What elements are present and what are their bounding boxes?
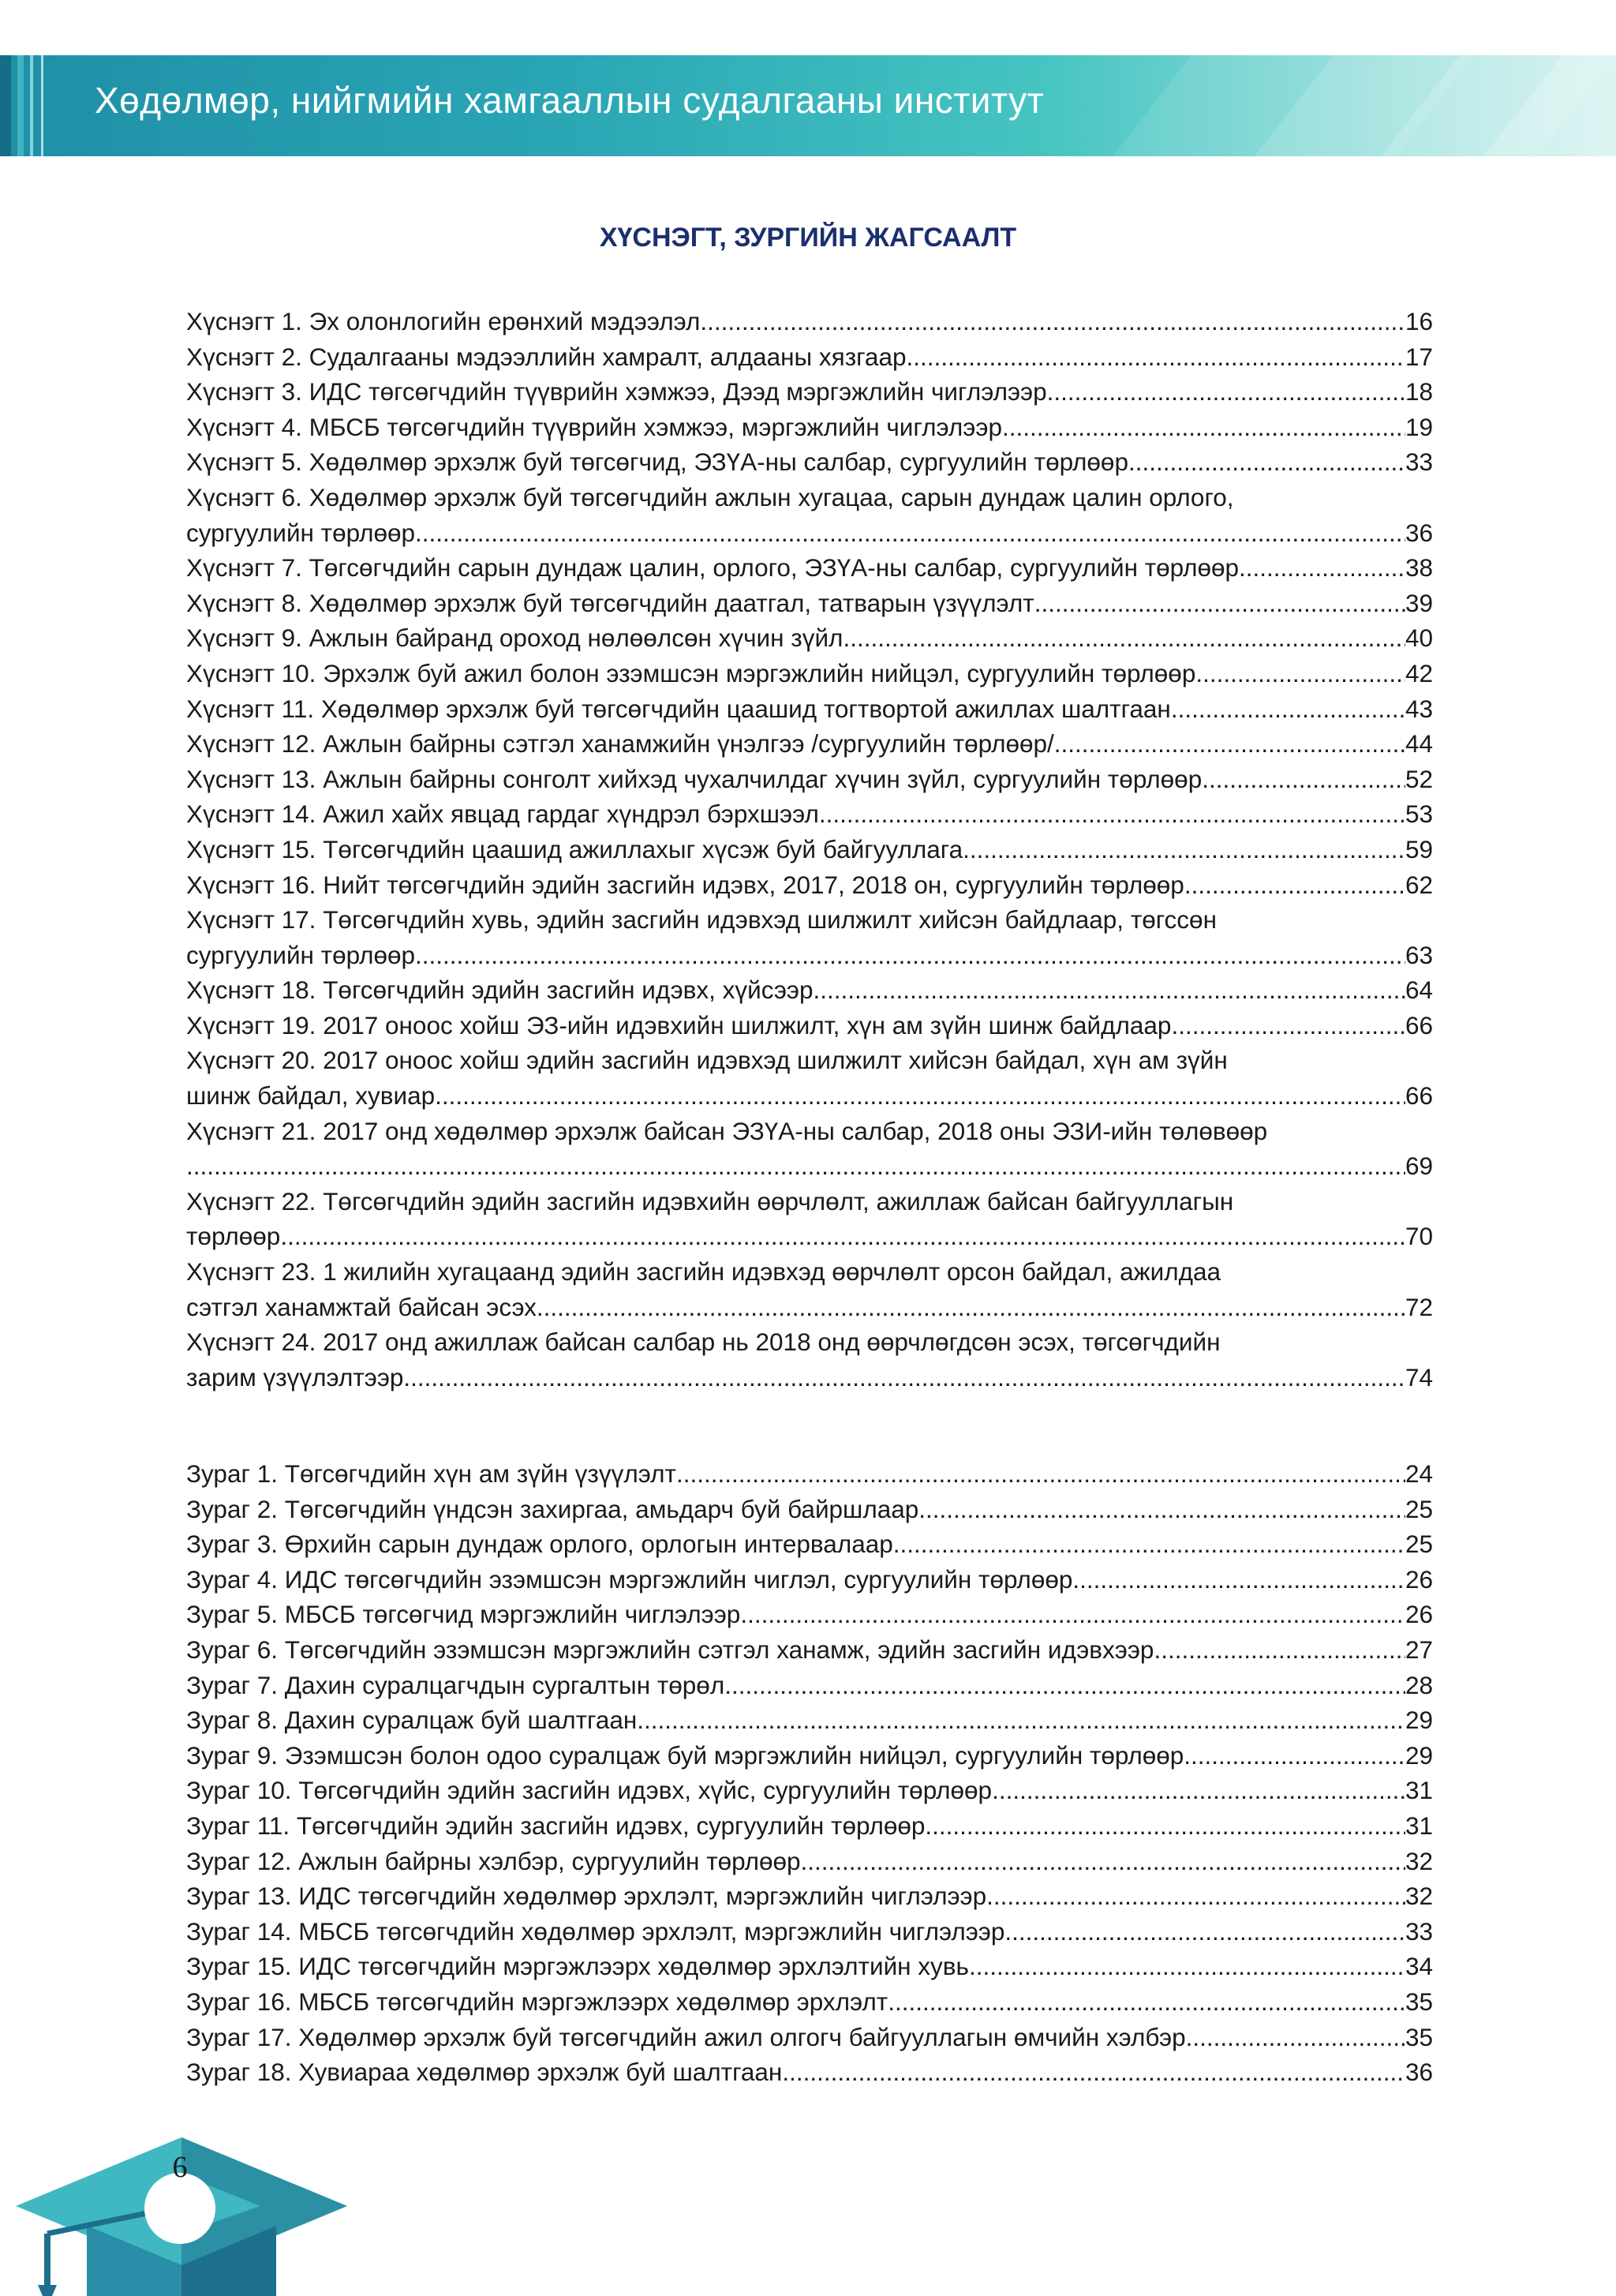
figure-page: 24 — [1405, 1459, 1433, 1488]
table-title: Хүснэгт 8. Хөдөлмөр эрхэлж буй төгсөгчдийн даатгал, татварын үзүүлэлт — [186, 588, 1034, 617]
table-page: 53 — [1405, 800, 1433, 829]
table-page: 17 — [1405, 342, 1433, 371]
dot-leader — [1195, 656, 1405, 691]
table-title: Хүснэгт 19. 2017 оноос хойш ЭЗ-ийн идэвхийн шилжилт, хүн ам зүйн шинж байдлаар — [186, 1010, 1172, 1039]
dot-leader — [403, 1360, 1405, 1395]
dot-leader — [186, 1148, 1405, 1184]
figure-title: Зураг 8. Дахин суралцаж буй шалтгаан — [186, 1706, 638, 1735]
figure-entry[interactable] — [186, 1844, 1433, 1879]
dot-leader — [963, 832, 1405, 867]
table-page: 44 — [1405, 729, 1433, 758]
dot-leader — [280, 1219, 1405, 1254]
dot-leader — [1004, 1914, 1405, 1950]
figure-page: 31 — [1405, 1776, 1433, 1805]
figure-title: Зураг 18. Хувиараа хөдөлмөр эрхэлж буй шалтгаан — [186, 2058, 783, 2087]
figure-page: 26 — [1405, 1600, 1433, 1629]
figure-page: 29 — [1405, 1740, 1433, 1770]
dot-leader — [843, 620, 1405, 656]
dot-leader — [907, 339, 1405, 375]
banner-stripe — [30, 55, 33, 156]
table-page: 38 — [1405, 553, 1433, 582]
table-page: 52 — [1405, 764, 1433, 793]
table-entry[interactable] — [186, 832, 1433, 867]
figure-entry[interactable] — [186, 1456, 1433, 1492]
table-entry[interactable] — [186, 304, 1433, 339]
figure-title: Зураг 6. Төгсөгчдийн эзэмшсэн мэргэжлийн сэтгэл ханамж, эдийн засгийн идэвхээр — [186, 1635, 1154, 1664]
table-page: 69 — [1405, 1152, 1433, 1181]
table-page: 63 — [1405, 940, 1433, 969]
table-page: 64 — [1405, 976, 1433, 1005]
figure-page: 35 — [1405, 2022, 1433, 2051]
figure-title: Зураг 17. Хөдөлмөр эрхэлж буй төгсөгчдийн ажил олгогч байгууллагын өмчийн хэлбэр — [186, 2022, 1186, 2051]
dot-leader — [814, 972, 1405, 1008]
table-entry[interactable] — [186, 1324, 1433, 1395]
dot-leader — [1128, 444, 1405, 480]
table-entry[interactable] — [186, 1043, 1433, 1113]
table-title: Хүснэгт 11. Хөдөлмөр эрхэлж буй төгсөгчдийн цаашид тогтвортой ажиллах шалтгаан — [186, 694, 1171, 723]
table-title: Хүснэгт 4. МБСБ төгсөгчдийн түүврийн хэмжээ, мэргэжлийн чиглэлээр — [186, 412, 1002, 441]
table-title: Хүснэгт 9. Ажлын байранд ороход нөлөөлсөн хүчин зүйл — [186, 624, 844, 653]
figure-title: Зураг 4. ИДС төгсөгчдийн эзэмшсэн мэргэжлийн чиглэл, сургуулийн төрлөөр — [186, 1564, 1073, 1594]
figure-entry[interactable] — [186, 1702, 1433, 1738]
dot-leader — [918, 1492, 1405, 1527]
table-page: 62 — [1405, 870, 1433, 899]
figure-entry[interactable] — [186, 1773, 1433, 1808]
table-page: 72 — [1405, 1292, 1433, 1321]
table-page: 42 — [1405, 658, 1433, 687]
figure-page: 31 — [1405, 1811, 1433, 1840]
figure-page: 34 — [1405, 1952, 1433, 1981]
figure-entry[interactable] — [186, 2020, 1433, 2055]
table-page: 16 — [1405, 307, 1433, 335]
table-entry[interactable] — [186, 1008, 1433, 1043]
table-entry[interactable] — [186, 339, 1433, 375]
table-page: 39 — [1405, 588, 1433, 617]
header-banner — [0, 55, 1616, 156]
dot-leader — [435, 1078, 1405, 1114]
table-title: Хүснэгт 7. Төгсөгчдийн сарын дундаж цалин, орлого, ЭЗҮА-ны салбар, сургуулийн төрлөөр — [186, 553, 1240, 582]
banner-stripe — [17, 55, 24, 156]
figure-page: 35 — [1405, 1987, 1433, 2016]
figure-title: Зураг 7. Дахин суралцагчдын сургалтын төрөл — [186, 1670, 725, 1699]
dot-leader — [700, 304, 1405, 339]
table-title: Хүснэгт 3. ИДС төгсөгчдийн түүврийн хэмжээ, Дээд мэргэжлийн чиглэлээр — [186, 377, 1047, 406]
figure-entry[interactable] — [186, 1914, 1433, 1950]
table-list — [186, 304, 1433, 1395]
figure-entry[interactable] — [186, 1562, 1433, 1597]
table-title: Хүснэгт 22. Төгсөгчдийн эдийн засгийн идэвхийн өөрчлөлт, ажиллаж байсан байгууллагын — [186, 1186, 1234, 1215]
table-entry[interactable] — [186, 1254, 1433, 1324]
figure-entry[interactable] — [186, 1632, 1433, 1668]
figure-entry[interactable] — [186, 1492, 1433, 1527]
table-entry[interactable] — [186, 796, 1433, 832]
figure-page: 32 — [1405, 1882, 1433, 1911]
table-entry[interactable] — [186, 1114, 1433, 1184]
table-entry[interactable] — [186, 550, 1433, 586]
dot-leader — [1047, 374, 1405, 410]
table-title: Хүснэгт 14. Ажил хайх явцад гардаг хүндрэл бэрхшээл — [186, 800, 819, 829]
figure-page: 33 — [1405, 1916, 1433, 1946]
table-entry[interactable] — [186, 972, 1433, 1008]
dot-leader — [1054, 726, 1405, 762]
dot-leader — [888, 1984, 1405, 2020]
table-page: 19 — [1405, 412, 1433, 441]
dot-leader — [1171, 691, 1405, 727]
table-title: Хүснэгт 2. Судалгааны мэдээллийн хамралт, алдааны хязгаар — [186, 342, 907, 371]
table-entry[interactable] — [186, 374, 1433, 410]
figure-page: 36 — [1405, 2058, 1433, 2087]
dot-leader — [740, 1597, 1405, 1632]
figure-page: 27 — [1405, 1635, 1433, 1664]
table-title: Хүснэгт 21. 2017 онд хөдөлмөр эрхэлж байсан ЭЗҮА-ны салбар, 2018 оны ЭЗИ-ийн төлөвөөр — [186, 1116, 1268, 1145]
figure-page: 29 — [1405, 1706, 1433, 1735]
table-title-line — [186, 938, 1433, 973]
table-entry[interactable] — [186, 410, 1433, 445]
table-title: Хүснэгт 24. 2017 онд ажиллаж байсан салбар нь 2018 онд өөрчлөгдсөн эсэх, төгсөгчдийн — [186, 1328, 1221, 1357]
dot-leader — [1002, 410, 1405, 445]
figure-title: Зураг 3. Өрхийн сарын дундаж орлого, орлогын интервалаар — [186, 1530, 893, 1559]
table-title: Хүснэгт 13. Ажлын байрны сонголт хийхэд чухалчилдаг хүчин зүйл, сургуулийн төрлөөр — [186, 764, 1203, 793]
figure-title: Зураг 2. Төгсөгчдийн үндсэн захиргаа, амьдарч буй байршлаар — [186, 1494, 919, 1523]
dot-leader — [1186, 2020, 1405, 2055]
table-title: Хүснэгт 16. Нийт төгсөгчдийн эдийн засгийн идэвх, 2017, 2018 он, сургуулийн төрлөөр — [186, 870, 1184, 899]
figure-entry[interactable] — [186, 1668, 1433, 1703]
figure-title: Зураг 1. Төгсөгчдийн хүн ам зүйн үзүүлэлт — [186, 1459, 676, 1488]
table-entry[interactable] — [186, 656, 1433, 691]
table-title: Хүснэгт 1. Эх олонлогийн ерөнхий мэдээлэл — [186, 307, 701, 335]
table-entry[interactable] — [186, 480, 1433, 550]
dot-leader — [415, 515, 1405, 551]
table-title: Хүснэгт 15. Төгсөгчдийн цаашид ажиллахыг хүсэж буй байгууллага — [186, 834, 963, 863]
figure-page: 28 — [1405, 1670, 1433, 1699]
table-title-cont: зарим үзүүлэлтээр — [186, 1362, 404, 1391]
table-title-cont: шинж байдал, хувиар — [186, 1081, 436, 1111]
table-title: Хүснэгт 20. 2017 оноос хойш эдийн засгийн идэвхэд шилжилт хийсэн байдал, хүн ам зүйн — [186, 1046, 1228, 1075]
dot-leader — [724, 1668, 1405, 1703]
table-entry[interactable] — [186, 444, 1433, 480]
dot-leader — [1239, 550, 1405, 586]
figure-title: Зураг 14. МБСБ төгсөгчдийн хөдөлмөр эрхлэлт, мэргэжлийн чиглэлээр — [186, 1916, 1005, 1946]
table-title-line — [186, 1078, 1433, 1114]
table-entry[interactable] — [186, 691, 1433, 727]
figure-page: 26 — [1405, 1564, 1433, 1594]
figure-title: Зураг 5. МБСБ төгсөгчид мэргэжлийн чиглэлээр — [186, 1600, 741, 1629]
page-number: 6 — [172, 2151, 188, 2184]
table-page: 66 — [1405, 1010, 1433, 1039]
table-title-cont: сургуулийн төрлөөр — [186, 940, 416, 969]
figure-entry[interactable] — [186, 1984, 1433, 2020]
dot-leader — [986, 1878, 1405, 1914]
figure-title: Зураг 10. Төгсөгчдийн эдийн засгийн идэвх, хүйс, сургуулийн төрлөөр — [186, 1776, 993, 1805]
table-entry[interactable] — [186, 867, 1433, 903]
table-entry[interactable] — [186, 762, 1433, 797]
dot-leader — [819, 796, 1405, 832]
table-entry[interactable] — [186, 726, 1433, 762]
table-title-cont: төрлөөр — [186, 1222, 281, 1251]
table-title: Хүснэгт 12. Ажлын байрны сэтгэл ханамжийн үнэлгээ /сургуулийн төрлөөр/ — [186, 729, 1054, 758]
table-page: 66 — [1405, 1081, 1433, 1111]
dot-leader — [415, 938, 1405, 973]
dot-leader — [893, 1526, 1405, 1562]
banner-stripe — [0, 55, 11, 156]
table-title-cont: сэтгэл ханамжтай байсан эсэх — [186, 1292, 537, 1321]
dot-leader — [801, 1844, 1405, 1879]
figure-entry[interactable] — [186, 1738, 1433, 1774]
institute-title: Хөдөлмөр, нийгмийн хамгааллын судалгааны институт — [95, 80, 1045, 121]
dot-leader — [1072, 1562, 1405, 1597]
table-page: 43 — [1405, 694, 1433, 723]
figure-entry[interactable] — [186, 2054, 1433, 2090]
figure-entry[interactable] — [186, 1597, 1433, 1632]
dot-leader — [676, 1456, 1405, 1492]
table-title: Хүснэгт 17. Төгсөгчдийн хувь, эдийн засгийн идэвхэд шилжилт хийсэн байдлаар, төгссөн — [186, 905, 1217, 935]
table-title: Хүснэгт 6. Хөдөлмөр эрхэлж буй төгсөгчдийн ажлын хугацаа, сарын дундаж цалин орлого, — [186, 482, 1234, 511]
table-page: 40 — [1405, 624, 1433, 653]
table-page: 36 — [1405, 518, 1433, 547]
table-page: 59 — [1405, 834, 1433, 863]
dot-leader — [1171, 1008, 1405, 1043]
table-page: 33 — [1405, 448, 1433, 477]
dot-leader — [992, 1773, 1405, 1808]
dot-leader — [782, 2054, 1405, 2090]
figure-title: Зураг 15. ИДС төгсөгчдийн мэргэжлээрх хөдөлмөр эрхлэлтийн хувь — [186, 1952, 969, 1981]
table-page: 70 — [1405, 1222, 1433, 1251]
table-title: Хүснэгт 18. Төгсөгчдийн эдийн засгийн идэвх, хүйсээр — [186, 976, 814, 1005]
table-entry[interactable] — [186, 902, 1433, 972]
figure-entry[interactable] — [186, 1949, 1433, 1984]
figure-title: Зураг 16. МБСБ төгсөгчдийн мэргэжлээрх хөдөлмөр эрхлэлт — [186, 1987, 888, 2016]
figure-list — [186, 1456, 1433, 2090]
table-page: 74 — [1405, 1362, 1433, 1391]
dot-leader — [969, 1949, 1405, 1984]
dot-leader — [1184, 1738, 1405, 1774]
figure-entry[interactable] — [186, 1808, 1433, 1844]
table-entry[interactable] — [186, 620, 1433, 656]
figure-title: Зураг 9. Эзэмшсэн болон одоо суралцаж буй мэргэжлийн нийцэл, сургуулийн төрлөөр — [186, 1740, 1184, 1770]
dot-leader — [637, 1702, 1405, 1738]
banner-stripe — [41, 55, 43, 156]
dot-leader — [537, 1290, 1405, 1325]
table-page: 18 — [1405, 377, 1433, 406]
figure-title: Зураг 12. Ажлын байрны хэлбэр, сургуулийн төрлөөр — [186, 1846, 801, 1875]
table-title: Хүснэгт 10. Эрхэлж буй ажил болон эзэмшсэн мэргэжлийн нийцэл, сургуулийн төрлөөр — [186, 658, 1196, 687]
table-title-line — [186, 1360, 1433, 1395]
table-title-line — [186, 1290, 1433, 1325]
figure-title: Зураг 13. ИДС төгсөгчдийн хөдөлмөр эрхлэлт, мэргэжлийн чиглэлээр — [186, 1882, 987, 1911]
table-title-cont: сургуулийн төрлөөр — [186, 518, 416, 547]
table-title-line — [186, 1219, 1433, 1254]
figure-page: 32 — [1405, 1846, 1433, 1875]
table-title: Хүснэгт 5. Хөдөлмөр эрхэлж буй төгсөгчид, ЭЗҮА-ны салбар, сургуулийн төрлөөр — [186, 448, 1128, 477]
table-title-line — [186, 1148, 1433, 1184]
table-title-line — [186, 515, 1433, 551]
table-entry[interactable] — [186, 1184, 1433, 1254]
figure-title: Зураг 11. Төгсөгчдийн эдийн засгийн идэвх, сургуулийн төрлөөр — [186, 1811, 926, 1840]
figure-page: 25 — [1405, 1494, 1433, 1523]
figure-page: 25 — [1405, 1530, 1433, 1559]
table-entry[interactable] — [186, 586, 1433, 621]
dot-leader — [1034, 586, 1405, 621]
dot-leader — [925, 1808, 1405, 1844]
dot-leader — [1184, 867, 1405, 903]
figure-entry[interactable] — [186, 1526, 1433, 1562]
dot-leader — [1202, 762, 1405, 797]
dot-leader — [1154, 1632, 1405, 1668]
table-title: Хүснэгт 23. 1 жилийн хугацаанд эдийн засгийн идэвхэд өөрчлөлт орсон байдал, ажилдаа — [186, 1257, 1221, 1287]
figure-entry[interactable] — [186, 1878, 1433, 1914]
graduation-cap-icon — [0, 2115, 363, 2296]
page-title: ХҮСНЭГТ, ЗУРГИЙН ЖАГСААЛТ — [599, 223, 1017, 253]
